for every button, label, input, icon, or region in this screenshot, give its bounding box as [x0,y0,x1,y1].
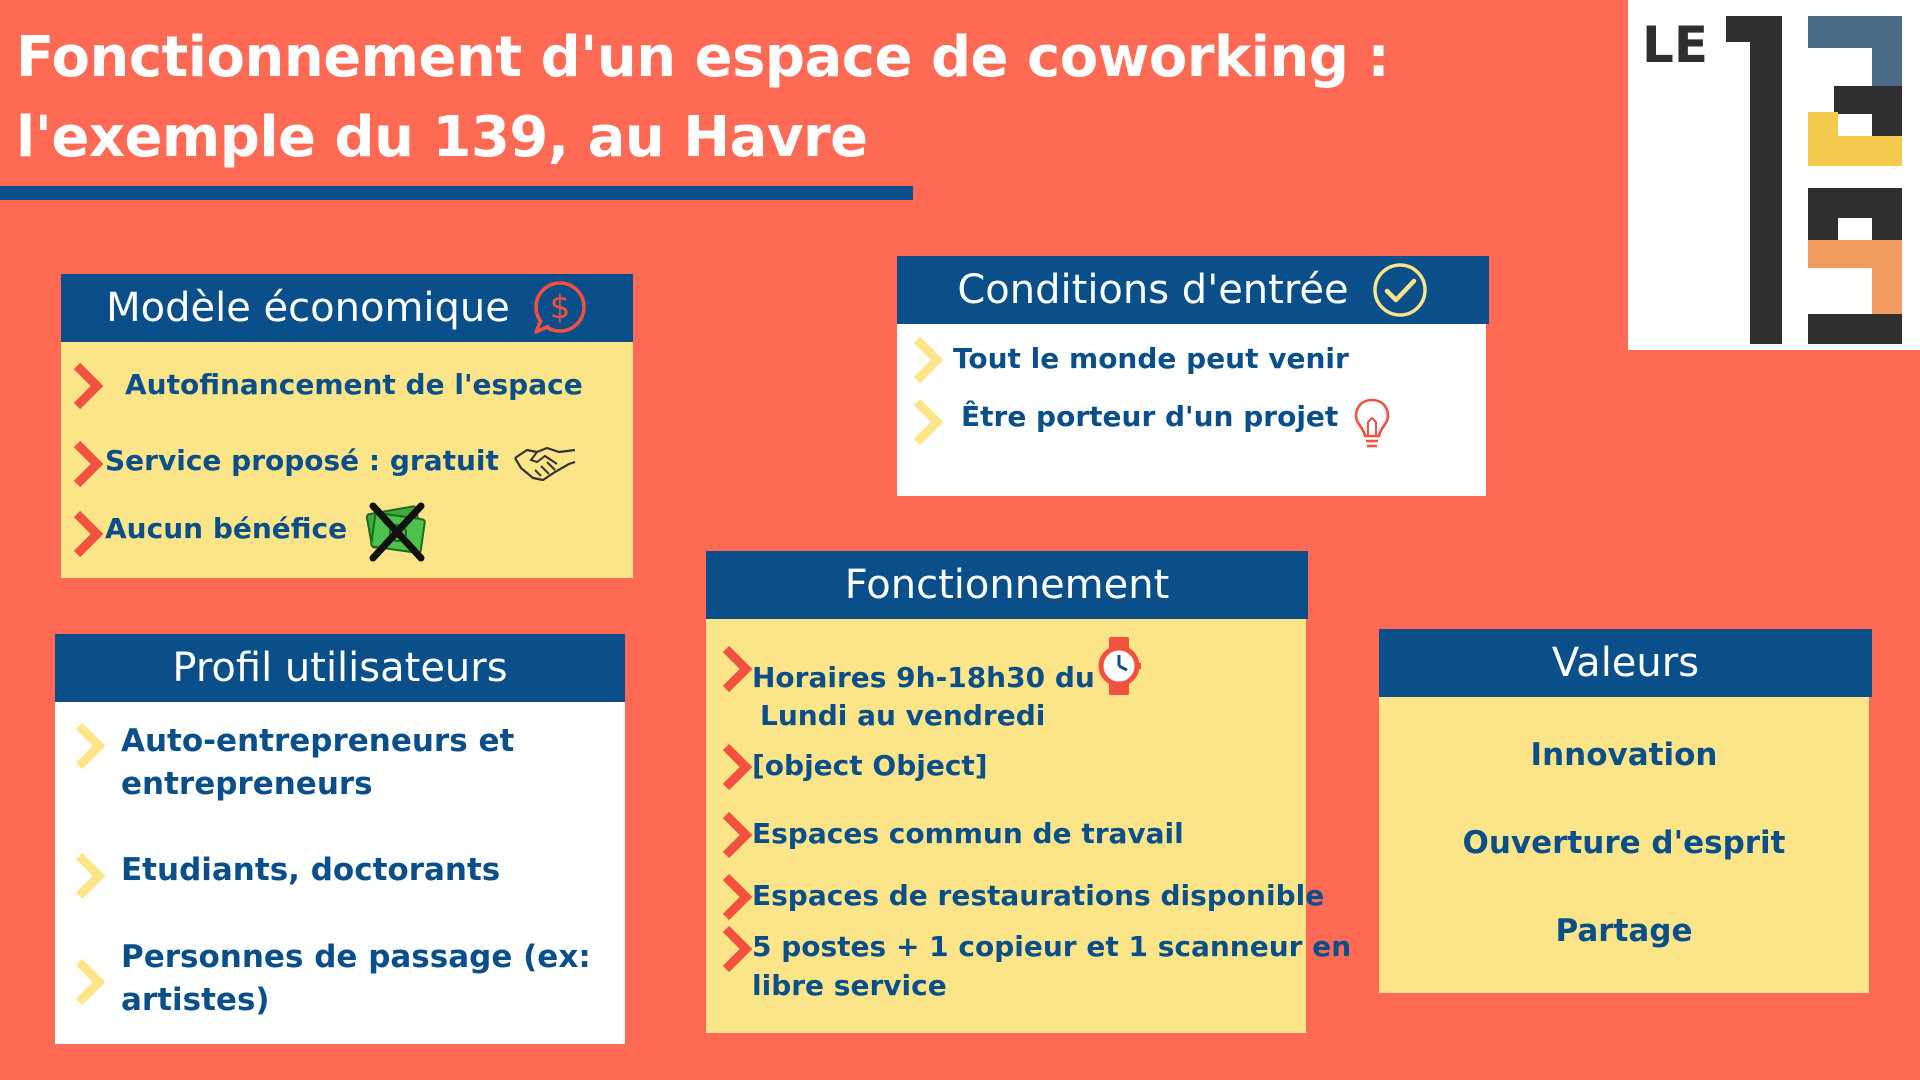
card-fonctionnement [706,551,1352,1033]
list-item-label: Service proposé : gratuit [105,444,499,477]
list-item [71,510,429,562]
card-conditions-entree-header [897,256,1489,324]
le-139-logo [1628,0,1920,350]
wristwatch-icon [1097,635,1141,697]
page-title-line2: l'exemple du 139, au Havre [16,105,868,170]
card-modele-economique-title: Modèle économique [106,285,510,331]
list-item-label: Espaces commun de travail [752,817,1184,850]
value-item: Innovation [1530,737,1718,773]
logo-digit-9-bottom [1808,314,1902,344]
list-item [720,743,988,791]
card-valeurs [1379,629,1872,993]
list-item [71,440,577,488]
chevron-right-icon [911,398,945,446]
card-valeurs-body [1379,697,1869,993]
handshake-icon [513,440,577,486]
card-profil-utilisateurs-header [55,634,625,702]
card-modele-economique [61,274,633,578]
card-profil-utilisateurs-body [55,702,625,1044]
value-item: Partage [1555,913,1693,949]
card-valeurs-header [1379,629,1872,697]
list-item [720,645,1141,735]
card-modele-economique-body [61,342,633,578]
list-item-label: Aucun bénéfice [105,512,348,545]
card-modele-economique-header [61,274,633,342]
chevron-right-icon [720,925,754,973]
le-139-logo-graphic [1628,0,1920,350]
chevron-right-icon [71,362,105,410]
list-item-label: Auto-entrepreneurs et [121,723,515,759]
list-item-label: 5 postes + 1 copieur et 1 scanneur en [752,930,1352,963]
list-item-label: Autofinancement de l'espace [125,368,583,401]
card-conditions-entree-title: Conditions d'entrée [957,267,1349,313]
card-fonctionnement-header [706,551,1308,619]
chevron-right-icon [71,440,105,488]
svg-text:$: $ [549,288,571,326]
list-item-label: Tout le monde peut venir [953,342,1349,375]
chevron-right-icon [73,852,107,900]
list-item [73,852,500,900]
logo-digit-3-bottom-accent [1808,112,1838,142]
list-item [720,925,1351,1005]
list-item [73,938,591,1022]
lightbulb-icon [1352,396,1392,452]
chevron-right-icon [911,336,945,384]
page-title [16,18,1396,178]
chevron-right-icon [73,958,107,1006]
list-item-label-line2: entrepreneurs [121,766,373,802]
card-profil-utilisateurs [55,634,625,1044]
list-item-label-line2: libre service [752,969,947,1002]
card-conditions-entree [897,256,1489,496]
chevron-right-icon [720,873,754,921]
list-item-label: Etudiants, doctorants [121,852,501,888]
value-item: Ouverture d'esprit [1462,825,1786,861]
list-item [720,811,1184,859]
dollar-speech-bubble-icon [532,280,588,336]
list-item-label: Horaires 9h-18h30 du [752,661,1095,694]
chevron-right-icon [720,743,754,791]
logo-digit-1-stem [1750,16,1782,344]
card-profil-utilisateurs-title: Profil utilisateurs [172,645,508,691]
chevron-right-icon [720,811,754,859]
list-item-label: [object Object] [752,749,988,782]
checkmark-circle-icon [1371,261,1429,319]
crossed-money-icon [363,500,429,562]
card-fonctionnement-title: Fonctionnement [844,562,1170,608]
list-item [720,873,1324,921]
list-item-label: Personnes de passage (ex: [121,939,591,975]
list-item-label: Être porteur d'un projet [961,400,1339,433]
page-title-line1: Fonctionnement d'un espace de coworking : [16,25,1390,90]
card-fonctionnement-body [706,619,1352,1033]
chevron-right-icon [71,510,105,558]
title-underline [0,186,913,200]
card-conditions-entree-body [897,324,1486,496]
logo-digit-1-flag [1726,16,1756,42]
chevron-right-icon [720,645,754,693]
logo-le-text: LE [1642,16,1709,74]
list-item-label-line2: Lundi au vendredi [760,699,1046,732]
list-item-label: Espaces de restaurations disponible [752,879,1325,912]
list-item [71,362,583,410]
list-item [73,722,514,806]
list-item [911,336,1349,384]
chevron-right-icon [73,722,107,770]
card-valeurs-title: Valeurs [1551,640,1700,686]
list-item-label-line2: artistes) [121,982,270,1018]
list-item [911,398,1392,452]
logo-digit-3-upper-right [1872,16,1902,88]
